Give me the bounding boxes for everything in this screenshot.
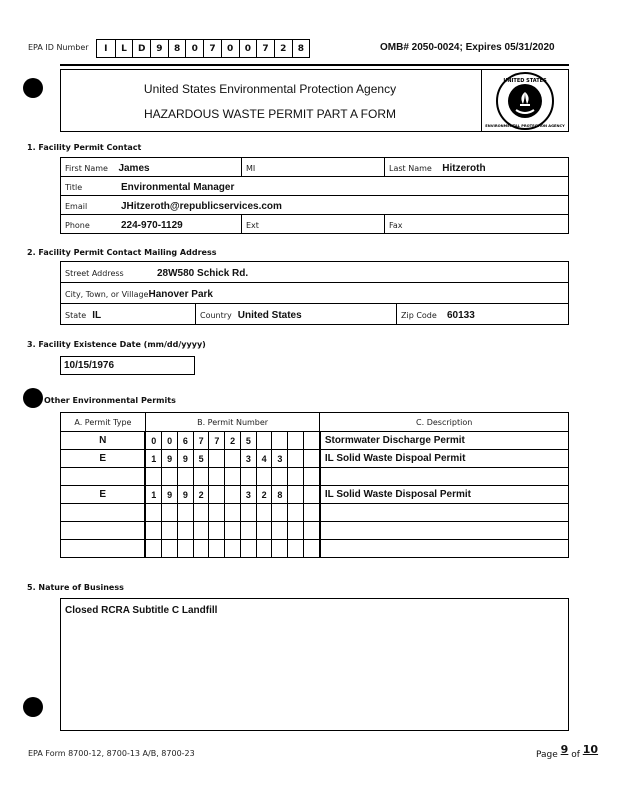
section2-heading: 2. Facility Permit Contact Mailing Address — [27, 248, 217, 257]
permit-row — [61, 522, 569, 540]
permit-number-digit — [225, 540, 241, 558]
permit-description-cell — [320, 504, 569, 522]
nature-of-business-box — [60, 598, 569, 731]
permit-type-cell: E — [61, 486, 146, 504]
permit-description-cell — [320, 468, 569, 486]
permit-number-digit: 9 — [162, 486, 178, 504]
permit-number-digit — [193, 540, 209, 558]
form-title: HAZARDOUS WASTE PERMIT PART A FORM — [143, 107, 397, 121]
street-value: 28W580 Schick Rd. — [157, 268, 249, 279]
permit-type-cell — [61, 468, 146, 486]
permit-number-digit: 8 — [272, 486, 288, 504]
country-label: Country — [200, 311, 232, 320]
email-label: Email — [65, 202, 88, 211]
permit-number-digit — [162, 504, 178, 522]
permit-number-digit: 7 — [209, 432, 225, 450]
permit-number-digit: 9 — [177, 450, 193, 468]
permit-number-digit — [193, 504, 209, 522]
permit-number-digit: 7 — [193, 432, 209, 450]
permit-number-digit: 1 — [145, 486, 161, 504]
epa-id-char: D — [132, 40, 150, 57]
permit-number-digit — [209, 522, 225, 540]
epa-id-number — [96, 39, 310, 58]
permit-number-digit — [256, 468, 272, 486]
page-label: Page — [536, 750, 558, 760]
permit-number-digit — [162, 522, 178, 540]
epa-id-char: 0 — [221, 40, 239, 57]
permit-number-digit: 3 — [272, 450, 288, 468]
state-label: State — [65, 311, 87, 320]
permit-number-digit: 3 — [240, 450, 256, 468]
last-name-value: Hitzeroth — [442, 163, 486, 174]
phone-label: Phone — [65, 221, 90, 230]
last-name-label: Last Name — [389, 164, 432, 173]
permit-number-digit — [145, 522, 161, 540]
permit-type-cell — [61, 504, 146, 522]
permit-number-digit — [209, 486, 225, 504]
permit-number-digit: 3 — [240, 486, 256, 504]
section4-heading: Other Environmental Permits — [44, 396, 176, 405]
permit-description-cell: Stormwater Discharge Permit — [320, 432, 569, 450]
permit-number-digit — [145, 540, 161, 558]
title-label: Title — [65, 183, 83, 192]
permit-number-digit — [288, 486, 304, 504]
permit-type-cell — [61, 540, 146, 558]
state-value: IL — [92, 310, 102, 321]
permit-row — [61, 432, 569, 450]
page-total: 10 — [582, 743, 599, 756]
permit-number-digit — [209, 468, 225, 486]
section5-heading: 5. Nature of Business — [27, 583, 124, 592]
permit-number-digit: 1 — [145, 450, 161, 468]
email-value: JHitzeroth@republicservices.com — [121, 201, 282, 212]
permit-number-digit — [225, 522, 241, 540]
permits-table — [60, 412, 569, 558]
permit-row — [61, 450, 569, 468]
permit-row — [61, 504, 569, 522]
seal-text-bottom: ENVIRONMENTAL PROTECTION AGENCY — [485, 124, 565, 128]
permit-number-digit — [256, 522, 272, 540]
city-label: City, Town, or Village — [65, 290, 149, 299]
epa-id-char: 2 — [274, 40, 292, 57]
permit-type-cell — [61, 522, 146, 540]
epa-id-char: 0 — [185, 40, 203, 57]
permit-number-digit — [288, 450, 304, 468]
permit-row — [61, 468, 569, 486]
permit-number-digit — [303, 504, 319, 522]
phone-value: 224-970-1129 — [121, 220, 183, 231]
permit-number-digit — [240, 504, 256, 522]
permit-number-digit: 4 — [256, 450, 272, 468]
permit-number-digit — [256, 540, 272, 558]
permit-number-digit — [162, 540, 178, 558]
permit-number-digit — [303, 522, 319, 540]
permit-number-digit: 2 — [225, 432, 241, 450]
permit-number-digit — [193, 522, 209, 540]
permit-number-digit — [240, 468, 256, 486]
permit-number-digit — [240, 540, 256, 558]
permit-number-digit: 5 — [240, 432, 256, 450]
permit-number-digit — [240, 522, 256, 540]
permit-number-digit — [272, 432, 288, 450]
address-table — [60, 261, 569, 325]
permit-number-digit — [177, 540, 193, 558]
permit-number-digit — [272, 468, 288, 486]
punch-hole-middle — [23, 388, 43, 408]
permit-number-digit — [272, 504, 288, 522]
city-value: Hanover Park — [148, 289, 213, 300]
permit-number-digit — [177, 504, 193, 522]
permit-number-digit: 6 — [177, 432, 193, 450]
page-number: 9 — [560, 743, 569, 756]
permit-number-digit — [193, 468, 209, 486]
permit-number-digit — [303, 450, 319, 468]
permit-number-digit — [177, 468, 193, 486]
permit-description-cell — [320, 540, 569, 558]
permit-number-digit — [177, 522, 193, 540]
description-header: C. Description — [320, 413, 569, 432]
permit-type-cell: E — [61, 450, 146, 468]
permit-number-digit — [209, 504, 225, 522]
permit-description-cell: IL Solid Waste Disposal Permit — [320, 486, 569, 504]
permit-number-digit — [225, 504, 241, 522]
of-label: of — [571, 750, 580, 760]
epa-id-char: 7 — [256, 40, 274, 57]
permit-number-digit — [272, 540, 288, 558]
first-name-value: James — [118, 163, 150, 174]
contact-table — [60, 157, 569, 234]
epa-id-char: 8 — [292, 40, 310, 57]
permit-number-digit: 9 — [162, 450, 178, 468]
omb-number: OMB# 2050-0024; Expires 05/31/2020 — [380, 42, 555, 53]
permit-number-digit — [272, 522, 288, 540]
permit-number-digit — [209, 450, 225, 468]
agency-name: United States Environmental Protection Agency — [143, 82, 397, 96]
permit-number-digit: 2 — [193, 486, 209, 504]
permit-number-digit — [303, 432, 319, 450]
street-label: Street Address — [65, 269, 124, 278]
page-indicator — [536, 743, 598, 760]
ext-label: Ext — [246, 221, 259, 230]
permit-number-digit — [288, 432, 304, 450]
permit-number-digit — [288, 522, 304, 540]
fax-label: Fax — [389, 221, 403, 230]
permit-type-header: A. Permit Type — [61, 413, 146, 432]
permit-description-cell: IL Solid Waste Dispoal Permit — [320, 450, 569, 468]
permit-number-digit — [303, 486, 319, 504]
seal-text-top: UNITED STATES — [503, 78, 547, 84]
epa-id-char: 9 — [150, 40, 168, 57]
permit-description-cell — [320, 522, 569, 540]
permit-type-cell: N — [61, 432, 146, 450]
epa-id-char: 7 — [203, 40, 221, 57]
epa-seal-icon — [485, 70, 565, 132]
permit-number-digit — [225, 486, 241, 504]
epa-id-char: L — [115, 40, 133, 57]
permit-number-digit — [225, 468, 241, 486]
permit-number-header: B. Permit Number — [145, 413, 319, 432]
permit-number-digit — [256, 432, 272, 450]
permit-number-digit — [145, 504, 161, 522]
permit-row — [61, 486, 569, 504]
first-name-label: First Name — [65, 164, 108, 173]
permit-number-digit — [288, 468, 304, 486]
epa-id-char: I — [104, 43, 108, 54]
permit-number-digit: 0 — [145, 432, 161, 450]
permit-number-digit: 2 — [256, 486, 272, 504]
mi-label: MI — [246, 164, 256, 173]
existence-date-value: 10/15/1976 — [64, 360, 115, 371]
epa-id-char: 0 — [239, 40, 257, 57]
country-value: United States — [237, 310, 302, 321]
permit-number-digit — [288, 504, 304, 522]
permit-number-digit — [225, 450, 241, 468]
section1-heading: 1. Facility Permit Contact — [27, 143, 142, 152]
permit-number-digit: 0 — [162, 432, 178, 450]
section3-heading: 3. Facility Existence Date (mm/dd/yyyy) — [27, 340, 206, 349]
permit-number-digit — [162, 468, 178, 486]
form-ids: EPA Form 8700-12, 8700-13 A/B, 8700-23 — [28, 749, 195, 758]
permit-number-digit — [288, 540, 304, 558]
epa-id-label: EPA ID Number — [28, 43, 89, 52]
permit-number-digit — [145, 468, 161, 486]
permit-number-digit — [303, 468, 319, 486]
permit-row — [61, 540, 569, 558]
punch-hole-top — [23, 78, 43, 98]
permit-number-digit — [256, 504, 272, 522]
permit-number-digit: 5 — [193, 450, 209, 468]
zip-value: 60133 — [447, 310, 475, 321]
zip-label: Zip Code — [401, 311, 437, 320]
epa-id-char: 8 — [168, 40, 186, 57]
nature-of-business-text: Closed RCRA Subtitle C Landfill — [65, 605, 218, 616]
title-value: Environmental Manager — [121, 182, 235, 193]
permit-number-digit: 9 — [177, 486, 193, 504]
permit-number-digit — [209, 540, 225, 558]
permit-number-digit — [303, 540, 319, 558]
header-rule — [60, 64, 569, 66]
punch-hole-bottom — [23, 697, 43, 717]
